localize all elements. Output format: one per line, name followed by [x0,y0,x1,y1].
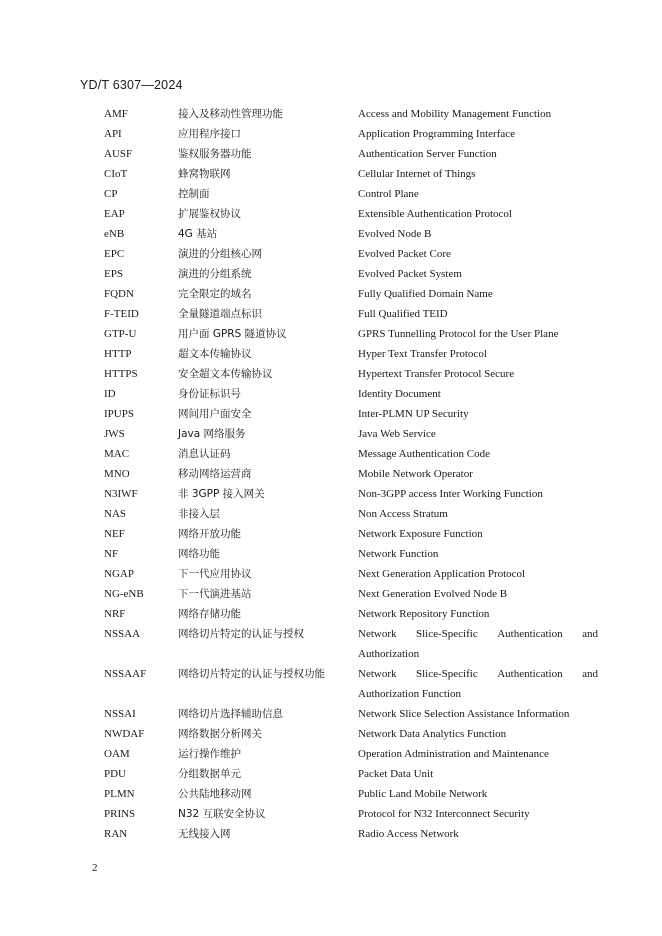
abbreviation: NEF [104,528,125,540]
english-term: Access and Mobility Management Function [358,108,552,120]
abbreviation-row [0,284,662,304]
english-term-word: and [582,668,598,680]
abbreviation-row [0,264,662,284]
abbreviation-row [0,364,662,384]
abbreviation-row [0,584,662,604]
abbreviation: NSSAI [104,708,136,720]
chinese-term: 演进的分组系统 [178,268,252,280]
abbreviation: PLMN [104,788,135,800]
english-term: Cellular Internet of Things [358,168,476,180]
abbreviation: AUSF [104,148,133,160]
english-term: Application Programming Interface [358,128,516,140]
english-term: Control Plane [358,188,419,200]
abbreviation: N3IWF [104,488,138,500]
standard-id-header: YD/T 6307—2024 [80,78,183,92]
abbreviation-row [0,664,662,704]
english-term: Non Access Stratum [358,508,448,520]
abbreviation: NG-eNB [104,588,144,600]
chinese-term: 网络功能 [178,548,220,560]
abbreviation-row [0,244,662,264]
abbreviation-row [0,224,662,244]
abbreviation-row [0,124,662,144]
abbreviation-row [0,804,662,824]
chinese-term: 下一代演进基站 [178,588,252,600]
english-term: Network Repository Function [358,608,490,620]
chinese-term: 4G 基站 [178,228,218,240]
abbreviation-row [0,304,662,324]
chinese-term: 网络切片特定的认证与授权 [178,628,304,640]
english-term: Identity Document [358,388,441,400]
english-term: Non-3GPP access Inter Working Function [358,488,543,500]
chinese-term: 网络存储功能 [178,608,241,620]
abbreviation-list [0,104,662,844]
chinese-term: 移动网络运营商 [178,468,252,480]
chinese-term: 演进的分组核心网 [178,248,262,260]
abbreviation: EPS [104,268,123,280]
english-term: Operation Administration and Maintenance [358,748,549,760]
english-term: Network Exposure Function [358,528,483,540]
english-term [358,624,598,664]
chinese-term: 消息认证码 [178,448,231,460]
english-term: Java Web Service [358,428,436,440]
abbreviation: MAC [104,448,130,460]
chinese-term: 鉴权服务器功能 [178,148,252,160]
chinese-term: Java 网络服务 [178,428,246,440]
english-term: Evolved Packet Core [358,248,451,260]
abbreviation-row [0,824,662,844]
abbreviation-row [0,744,662,764]
abbreviation: HTTPS [104,368,138,380]
abbreviation: API [104,128,122,140]
english-term-line-2: Authorization Function [358,688,461,700]
abbreviation-row [0,484,662,504]
abbreviation-row [0,504,662,524]
abbreviation-row [0,564,662,584]
english-term-line-1 [358,664,598,684]
abbreviation-row [0,324,662,344]
abbreviation-row [0,344,662,364]
chinese-term: 分组数据单元 [178,768,241,780]
abbreviation-row [0,724,662,744]
abbreviation-row [0,164,662,184]
abbreviation: FQDN [104,288,134,300]
english-term: Mobile Network Operator [358,468,473,480]
abbreviation: NF [104,548,119,560]
abbreviation-row [0,704,662,724]
abbreviation: OAM [104,748,130,760]
english-term: Protocol for N32 Interconnect Security [358,808,530,820]
english-term: Public Land Mobile Network [358,788,488,800]
english-term: Evolved Node B [358,228,432,240]
abbreviation: eNB [104,228,125,240]
chinese-term: 超文本传输协议 [178,348,252,360]
abbreviation: IPUPS [104,408,134,420]
english-term: Hyper Text Transfer Protocol [358,348,487,360]
chinese-term: 公共陆地移动网 [178,788,252,800]
chinese-term: 网络开放功能 [178,528,241,540]
abbreviation: NAS [104,508,127,520]
english-term: Next Generation Application Protocol [358,568,526,580]
abbreviation-row [0,544,662,564]
english-term: Inter-PLMN UP Security [358,408,469,420]
abbreviation-row [0,184,662,204]
abbreviation: MNO [104,468,130,480]
abbreviation: HTTP [104,348,132,360]
english-term-word: Network [358,668,397,680]
chinese-term: 蜂窝物联网 [178,168,231,180]
abbreviation-row [0,424,662,444]
chinese-term: 扩展鉴权协议 [178,208,241,220]
abbreviation: NSSAAF [104,668,147,680]
chinese-term: N32 互联安全协议 [178,808,266,820]
english-term-word: Network [358,628,397,640]
abbreviation: F-TEID [104,308,139,320]
abbreviation: CP [104,188,118,200]
abbreviation: EPC [104,248,125,260]
english-term-word: Authentication [497,628,563,640]
english-term: Radio Access Network [358,828,459,840]
english-term: Network Slice Selection Assistance Information [358,708,570,720]
english-term-word: Slice-Specific [416,628,478,640]
abbreviation: NGAP [104,568,134,580]
chinese-term: 全量隧道端点标识 [178,308,262,320]
english-term: Packet Data Unit [358,768,434,780]
english-term: Extensible Authentication Protocol [358,208,512,220]
english-term: Network Data Analytics Function [358,728,507,740]
abbreviation: EAP [104,208,125,220]
english-term: Fully Qualified Domain Name [358,288,493,300]
chinese-term: 无线接入网 [178,828,231,840]
chinese-term: 网间用户面安全 [178,408,252,420]
english-term-word: Authentication [497,668,563,680]
english-term [358,664,598,704]
abbreviation: NRF [104,608,126,620]
english-term: Next Generation Evolved Node B [358,588,508,600]
chinese-term: 非 3GPP 接入网关 [178,488,265,500]
abbreviation-row [0,464,662,484]
english-term-line-1 [358,624,598,644]
abbreviation-row [0,784,662,804]
abbreviation: AMF [104,108,128,120]
chinese-term: 用户面 GPRS 隧道协议 [178,328,287,340]
abbreviation-row [0,404,662,424]
page-number: 2 [92,862,98,874]
chinese-term: 接入及移动性管理功能 [178,108,283,120]
abbreviation: PRINS [104,808,136,820]
abbreviation: NSSAA [104,628,141,640]
abbreviation-row [0,384,662,404]
chinese-term: 完全限定的域名 [178,288,252,300]
abbreviation: JWS [104,428,125,440]
abbreviation: RAN [104,828,128,840]
abbreviation: ID [104,388,116,400]
chinese-term: 下一代应用协议 [178,568,252,580]
chinese-term: 非接入层 [178,508,220,520]
chinese-term: 网络切片特定的认证与授权功能 [178,668,325,680]
english-term: Full Qualified TEID [358,308,448,320]
abbreviation-row [0,764,662,784]
abbreviation-row [0,204,662,224]
abbreviation-row [0,604,662,624]
chinese-term: 网络数据分析网关 [178,728,262,740]
chinese-term: 身份证标识号 [178,388,241,400]
chinese-term: 应用程序接口 [178,128,241,140]
english-term: Authentication Server Function [358,148,497,160]
abbreviation: GTP-U [104,328,137,340]
chinese-term: 网络切片选择辅助信息 [178,708,283,720]
abbreviation-row [0,444,662,464]
english-term: Evolved Packet System [358,268,462,280]
english-term-line-2: Authorization [358,648,420,660]
english-term-word: Slice-Specific [416,668,478,680]
english-term: Message Authentication Code [358,448,490,460]
chinese-term: 控制面 [178,188,210,200]
english-term: Network Function [358,548,439,560]
abbreviation-row [0,524,662,544]
abbreviation-row [0,624,662,664]
chinese-term: 安全超文本传输协议 [178,368,273,380]
abbreviation-row [0,104,662,124]
english-term: GPRS Tunnelling Protocol for the User Plane [358,328,559,340]
chinese-term: 运行操作维护 [178,748,241,760]
abbreviation-row [0,144,662,164]
english-term-word: and [582,628,598,640]
abbreviation: PDU [104,768,127,780]
abbreviation: CIoT [104,168,128,180]
abbreviation: NWDAF [104,728,145,740]
english-term: Hypertext Transfer Protocol Secure [358,368,515,380]
